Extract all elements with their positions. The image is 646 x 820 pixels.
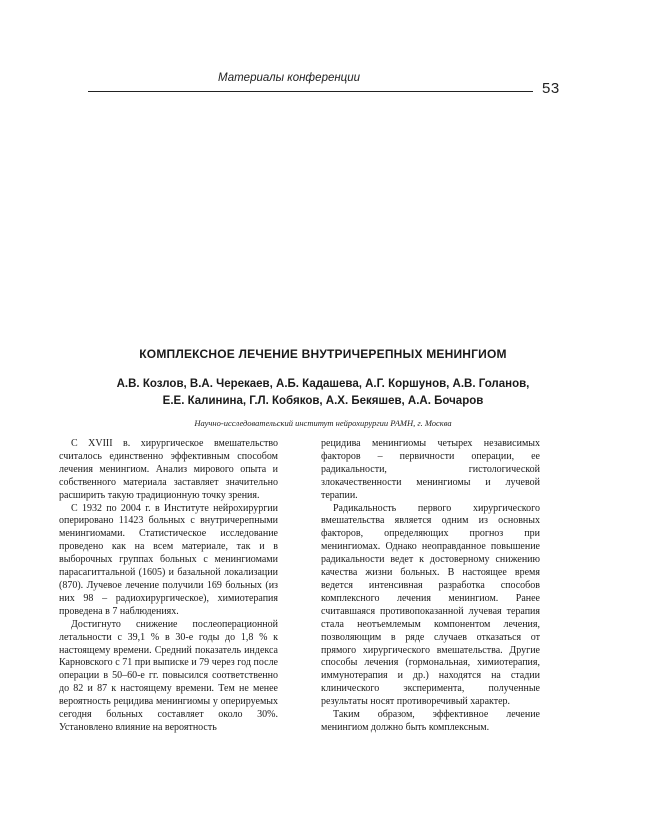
left-column bbox=[59, 438, 278, 735]
authors-line-1: А.В. Козлов, В.А. Черекаев, А.Б. Кадашева, А.Г. Коршунов, А.В. Голанов, bbox=[116, 378, 530, 390]
header-rule bbox=[88, 91, 533, 92]
running-title: Материалы конференции bbox=[218, 72, 361, 84]
authors-line-2: Е.Е. Калинина, Г.Л. Кобяков, А.Х. Бекяшев, А.А. Бочаров bbox=[162, 395, 484, 407]
paragraph: С 1932 по 2004 г. в Институте нейрохирургии оперировано 11423 больных с внутричерепными менингиомами. Статистическое исследование проведено как на всем материале, так и в выборочных группах больных с менингиомами парасагиттальной (1605) и базальной локализации (870). Лучевое лечение получили 169 больных (из них 98 – радиохирургическое), химиотерапия проведена в 7 наблюдениях. bbox=[59, 502, 278, 617]
paragraph: рецидива менингиомы четырех независимых факторов – первичности операции, ее радикальности, гистологической злокачественности менингиомы и лучевой терапии. bbox=[321, 438, 540, 501]
paragraph: Радикальность первого хирургического вмешательства является одним из основных факторов, определяющих прогноз при менингиомах. Однако неоправданное повышение радикальности ведет к достоверному снижению качества жизни больных. В настоящее время ведется интенсивная разработка способов комплексного лечения менингиом. Ранее считавшаяся противопоказанной лучевая терапия стала неотъемлемым компонентом лечения, позволяющим в ряде случаев отказаться от прямого хирургического вмешательства. Другие способы лечения (гормональная, химиотерапия, иммунотерапия и др.) находятся на стадии клинического эксперимента, полученные результаты носят противоречивый характер. bbox=[321, 502, 540, 708]
page-number: 53 bbox=[542, 80, 560, 97]
article-title: КОМПЛЕКСНОЕ ЛЕЧЕНИЕ ВНУТРИЧЕРЕПНЫХ МЕНИНГИОМ bbox=[139, 347, 507, 361]
paragraph: С XVIII в. хирургическое вмешательство считалось единственно эффективным способом лечения менингиом. Анализ мирового опыта и собственного материала заставляет значительно расширить такую традиционную точку зрения. bbox=[59, 438, 278, 501]
paragraph: Достигнуто снижение послеоперационной летальности с 39,1 % в 30-е годы до 1,8 % к настоящему времени. Средний показатель индекса Карновского с 71 при выписке и 79 через год после операции в 50–60-е гг. повысился соответственно до 82 и 87 к настоящему времени. Тем не менее вероятность рецидива менингиомы у оперируемых сегодня больных составляет около 30%. Установлено влияние на вероятность bbox=[59, 618, 278, 733]
paragraph: Таким образом, эффективное лечение менингиом должно быть комплексным. bbox=[321, 709, 540, 733]
authors bbox=[60, 376, 586, 410]
right-column bbox=[321, 438, 540, 735]
affiliation: Научно-исследовательский институт нейрохирургии РАМН, г. Москва bbox=[194, 418, 452, 428]
